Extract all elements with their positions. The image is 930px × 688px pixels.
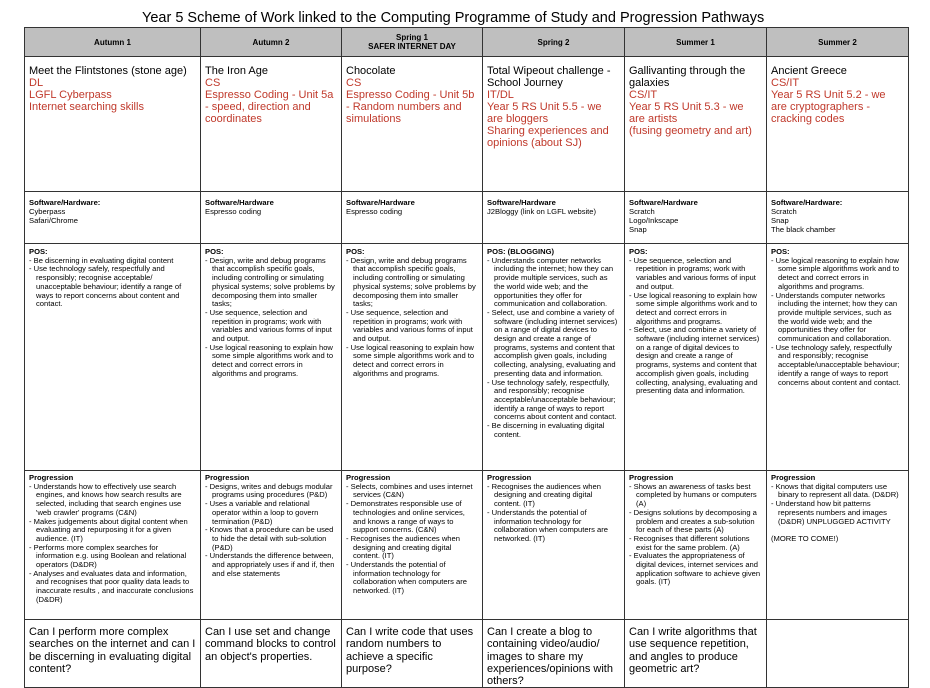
term-header-label: Spring 2 (537, 37, 570, 47)
topic-title: Ancient Greece (771, 65, 847, 77)
progression-item: - Makes judgements about digital content when evaluating and repurposing it for a given audience. (IT) (29, 516, 188, 543)
pos-item: - Be discerning in evaluating digital content (29, 255, 174, 265)
topic-title: Gallivanting through the galaxies (629, 65, 746, 89)
pos-item: - Use sequence, selection and repetition in programs; work with variables and various forms of input and output. (346, 307, 473, 344)
topic-cell (483, 57, 625, 192)
topic-cell (767, 57, 909, 192)
topic-cell (25, 57, 201, 192)
question-cell: Can I use set and change command blocks to control an object's properties. (201, 620, 342, 688)
pos-cell (625, 244, 767, 471)
progression-label: Progression (205, 473, 250, 482)
pos-label: POS: (771, 247, 790, 256)
progression-item: - Performs more complex searches for information e.g. using Boolean and relational operators (D&DR) (29, 542, 187, 570)
progression-label: Progression (29, 473, 74, 482)
software-label: Software/Hardware (629, 198, 698, 207)
progression-item: - Understands the potential of information technology for collaboration when computers are networked. (IT) (346, 560, 467, 596)
question-cell: Can I perform more complex searches on the internet and can I be discerning in evaluating digital content? (25, 620, 201, 688)
pos-item: - Use sequence, selection and repetition in programs; work with variables and various forms of input and output. (629, 255, 756, 291)
term-header-label: Summer 2 (818, 37, 857, 47)
progression-item: - Shows an awareness of tasks best completed by humans or computers (A) (629, 481, 757, 509)
pos-item: - Use logical reasoning to explain how some simple algorithms work and to detect and correct errors in algorithms and programs. (205, 342, 334, 378)
progression-item: (MORE TO COME!) (771, 533, 839, 543)
pos-cell (767, 244, 909, 471)
pos-cell (25, 244, 201, 471)
pos-item: - Understands computer networks including the internet; how they can provide multiple services, such as the world wide web; and the opportunities they offer for communication and collaboration. (487, 255, 614, 309)
topic-detail: Internet searching skills (29, 101, 144, 113)
term-header-label: Spring 1 (395, 33, 428, 42)
pos-label: POS: (205, 247, 224, 256)
software-label: Software/Hardware: (771, 198, 843, 207)
question-cell: Can I write algorithms that use sequence repetition, and angles to produce geometric art? (625, 620, 767, 688)
software-label: Software/Hardware (205, 198, 274, 207)
progression-item: - Understands the potential of information technology for collaboration when computers are networked. (IT) (487, 507, 608, 543)
pos-item: - Select, use and combine a variety of software (including internet services) on a range of digital devices to design and create a range of programs, systems and content that accomplish given goals, including collecting, analysing, evaluating and presenting data and information. (487, 307, 618, 378)
topic-detail: LGFL Cyberpass (29, 89, 112, 101)
term-header (625, 28, 767, 57)
pos-row (25, 244, 909, 471)
pos-item: - Use technology safely, respectfully and responsibly; recognise acceptable/unacceptable behaviour; identify a range of ways to report concerns about content and contact. (771, 342, 901, 387)
term-header (342, 28, 483, 57)
software-item: The black chamber (771, 225, 836, 234)
progression-item: - Recognises the audiences when designing and creating digital content. (IT) (487, 481, 601, 509)
topic-row (25, 57, 909, 192)
pos-item: - Use technology safely, respectfully and responsibly; recognise acceptable/ unacceptable behaviour; identify a range of ways to report concerns about content and contact. (29, 264, 182, 309)
progression-label: Progression (771, 473, 816, 482)
topic-cell (625, 57, 767, 192)
software-item: Espresso coding (205, 207, 262, 216)
progression-item: - Selects, combines and uses internet services (C&N) (346, 481, 473, 500)
term-header-label: Summer 1 (676, 37, 715, 47)
software-item: Scratch (629, 207, 655, 216)
progression-item: - Knows that a procedure can be used to hide the detail with sub-solution (P&D) (205, 525, 334, 552)
progression-row (25, 471, 909, 620)
pos-label: POS: (629, 247, 648, 256)
topic-detail: CS (205, 77, 221, 89)
question-cell: Can I create a blog to containing video/audio/ images to share my experiences/opinions with others? (483, 620, 625, 688)
question-cell: Can I write code that uses random numbers to achieve a specific purpose? (342, 620, 483, 688)
topic-detail: Sharing experiences and opinions (about SJ) (487, 125, 609, 149)
software-cell (625, 192, 767, 244)
topic-detail: CS/IT (771, 77, 800, 89)
topic-detail: CS (346, 77, 362, 89)
pos-cell (201, 244, 342, 471)
software-item: Snap (771, 216, 789, 225)
term-header (201, 28, 342, 57)
pos-label: POS: (29, 247, 48, 256)
topic-cell (342, 57, 483, 192)
software-item: Safari/Chrome (29, 216, 78, 225)
progression-label: Progression (629, 473, 674, 482)
progression-item: - Demonstrates responsible use of technologies and online services, and knows a range of ways to support concerns. (C&N) (346, 499, 465, 535)
progression-cell (625, 471, 767, 620)
software-label: Software/Hardware (346, 198, 415, 207)
progression-cell (483, 471, 625, 620)
topic-detail: Year 5 RS Unit 5.3 - we are artists (629, 101, 744, 125)
pos-item: - Use logical reasoning to explain how some simple algorithms work and to detect and correct errors in algorithms and programs. (346, 342, 475, 378)
header-row (25, 28, 909, 57)
term-header (767, 28, 909, 57)
progression-label: Progression (487, 473, 532, 482)
term-header (483, 28, 625, 57)
progression-item: - Knows that digital computers use binary to represent all data. (D&DR) (771, 481, 899, 500)
progression-item: - Evaluates the appropriateness of digital devices, internet services and application software to achieve given goals. (IT) (629, 551, 761, 587)
pos-label: POS: (346, 247, 365, 256)
pos-label: POS: (BLOGGING) (487, 247, 555, 256)
software-label: Software/Hardware: (29, 198, 101, 207)
page-title: Year 5 Scheme of Work linked to the Computing Programme of Study and Progression Pathways (142, 10, 765, 26)
software-item: J2Bloggy (link on LGFL website) (487, 207, 597, 216)
topic-detail: Espresso Coding - Unit 5b - Random numbers and simulations (346, 89, 475, 125)
topic-detail: CS/IT (629, 89, 658, 101)
topic-detail: Year 5 RS Unit 5.2 - we are cryptographers - cracking codes (771, 89, 886, 125)
topic-detail: Year 5 RS Unit 5.5 - we are bloggers (487, 101, 602, 125)
progression-item: - Designs solutions by decomposing a problem and creates a sub-solution for each of these parts (A) (629, 507, 757, 535)
topic-detail: DL (29, 77, 44, 89)
pos-item: - Be discerning in evaluating digital content. (487, 421, 605, 439)
pos-item: - Select, use and combine a variety of software (including internet services) on a range of digital devices to design and create a range of programs, systems and content that accomplish given goals, including collecting, analysing, evaluating and presenting data and information. (629, 325, 760, 396)
topic-title: Chocolate (346, 65, 396, 77)
software-item: Espresso coding (346, 207, 403, 216)
progression-item: - Recognises that different solutions exist for the same problem. (A) (629, 533, 750, 552)
software-cell (342, 192, 483, 244)
topic-detail: Espresso Coding - Unit 5a - speed, direction and coordinates (205, 89, 334, 125)
progression-cell (342, 471, 483, 620)
progression-item: - Understands how to effectively use search engines, and knows how search results are selected, including that search engines use 'web crawler' programs (C&N) (29, 481, 182, 517)
software-cell (767, 192, 909, 244)
progression-item: - Understand how bit patterns represents numbers and images (D&DR) UNPLUGGED ACTIVITY (771, 499, 891, 526)
progression-cell (767, 471, 909, 620)
topic-detail: IT/DL (487, 89, 514, 101)
software-cell (25, 192, 201, 244)
pos-item: - Use logical reasoning to explain how some simple algorithms work and to detect and correct errors in algorithms and programs. (629, 290, 758, 326)
pos-item: - Use technology safely, respectfully, and responsibly; recognise acceptable/unacceptable behaviour; identify a range of ways to report concerns about content and contact. (487, 377, 617, 422)
question-cell (767, 620, 909, 688)
software-row (25, 192, 909, 244)
software-item: Snap (629, 225, 647, 234)
term-header (25, 28, 201, 57)
progression-item: - Designs, writes and debugs modular programs using procedures (P&D) (205, 481, 333, 500)
term-header-label: Autumn 1 (94, 37, 131, 47)
progression-label: Progression (346, 473, 391, 482)
topic-title: The Iron Age (205, 65, 268, 77)
software-cell (201, 192, 342, 244)
progression-item: - Analyses and evaluates data and information, and recognises that poor quality data leads to inaccurate results , and inaccurate conclusions (D&DR) (29, 568, 194, 604)
progression-item: - Uses a variable and relational operator within a loop to govern termination (P&D) (205, 499, 319, 526)
topic-title: Meet the Flintstones (stone age) (29, 65, 187, 77)
term-header-label: Autumn 2 (252, 37, 290, 47)
topic-detail: (fusing geometry and art) (629, 125, 752, 137)
progression-cell (201, 471, 342, 620)
pos-item: - Design, write and debug programs that accomplish specific goals, including controlling or simulating physical systems; solve problems by decomposing them into smaller tasks; (205, 255, 335, 309)
pos-cell (483, 244, 625, 471)
software-cell (483, 192, 625, 244)
scheme-table (24, 27, 909, 688)
progression-cell (25, 471, 201, 620)
pos-item: - Understands computer networks including the internet; how they can provide multiple services, such as the world wide web; and the opportunities they offer for communication and collaboration. (771, 290, 898, 344)
pos-item: - Design, write and debug programs that accomplish specific goals, including controlling or simulating physical systems; solve problems by decomposing them into smaller tasks; (346, 255, 476, 309)
pos-item: - Use logical reasoning to explain how some simple algorithms work and to detect and correct errors in algorithms and programs. (771, 255, 900, 291)
software-item: Scratch (771, 207, 797, 216)
pos-item: - Use sequence, selection and repetition in programs; work with variables and various forms of input and output. (205, 307, 332, 344)
topic-cell (201, 57, 342, 192)
pos-cell (342, 244, 483, 471)
progression-item: - Understands the difference between, and appropriately uses if and if, then and else statements (205, 551, 335, 578)
progression-item: - Recognises the audiences when designing and creating digital content. (IT) (346, 533, 460, 561)
software-item: Cyberpass (29, 207, 66, 216)
question-row (25, 620, 909, 688)
topic-title: Total Wipeout challenge - School Journey (487, 65, 611, 89)
software-label: Software/Hardware (487, 198, 556, 207)
software-item: Logo/Inkscape (629, 216, 679, 225)
term-header-subtitle: SAFER INTERNET DAY (368, 42, 456, 51)
